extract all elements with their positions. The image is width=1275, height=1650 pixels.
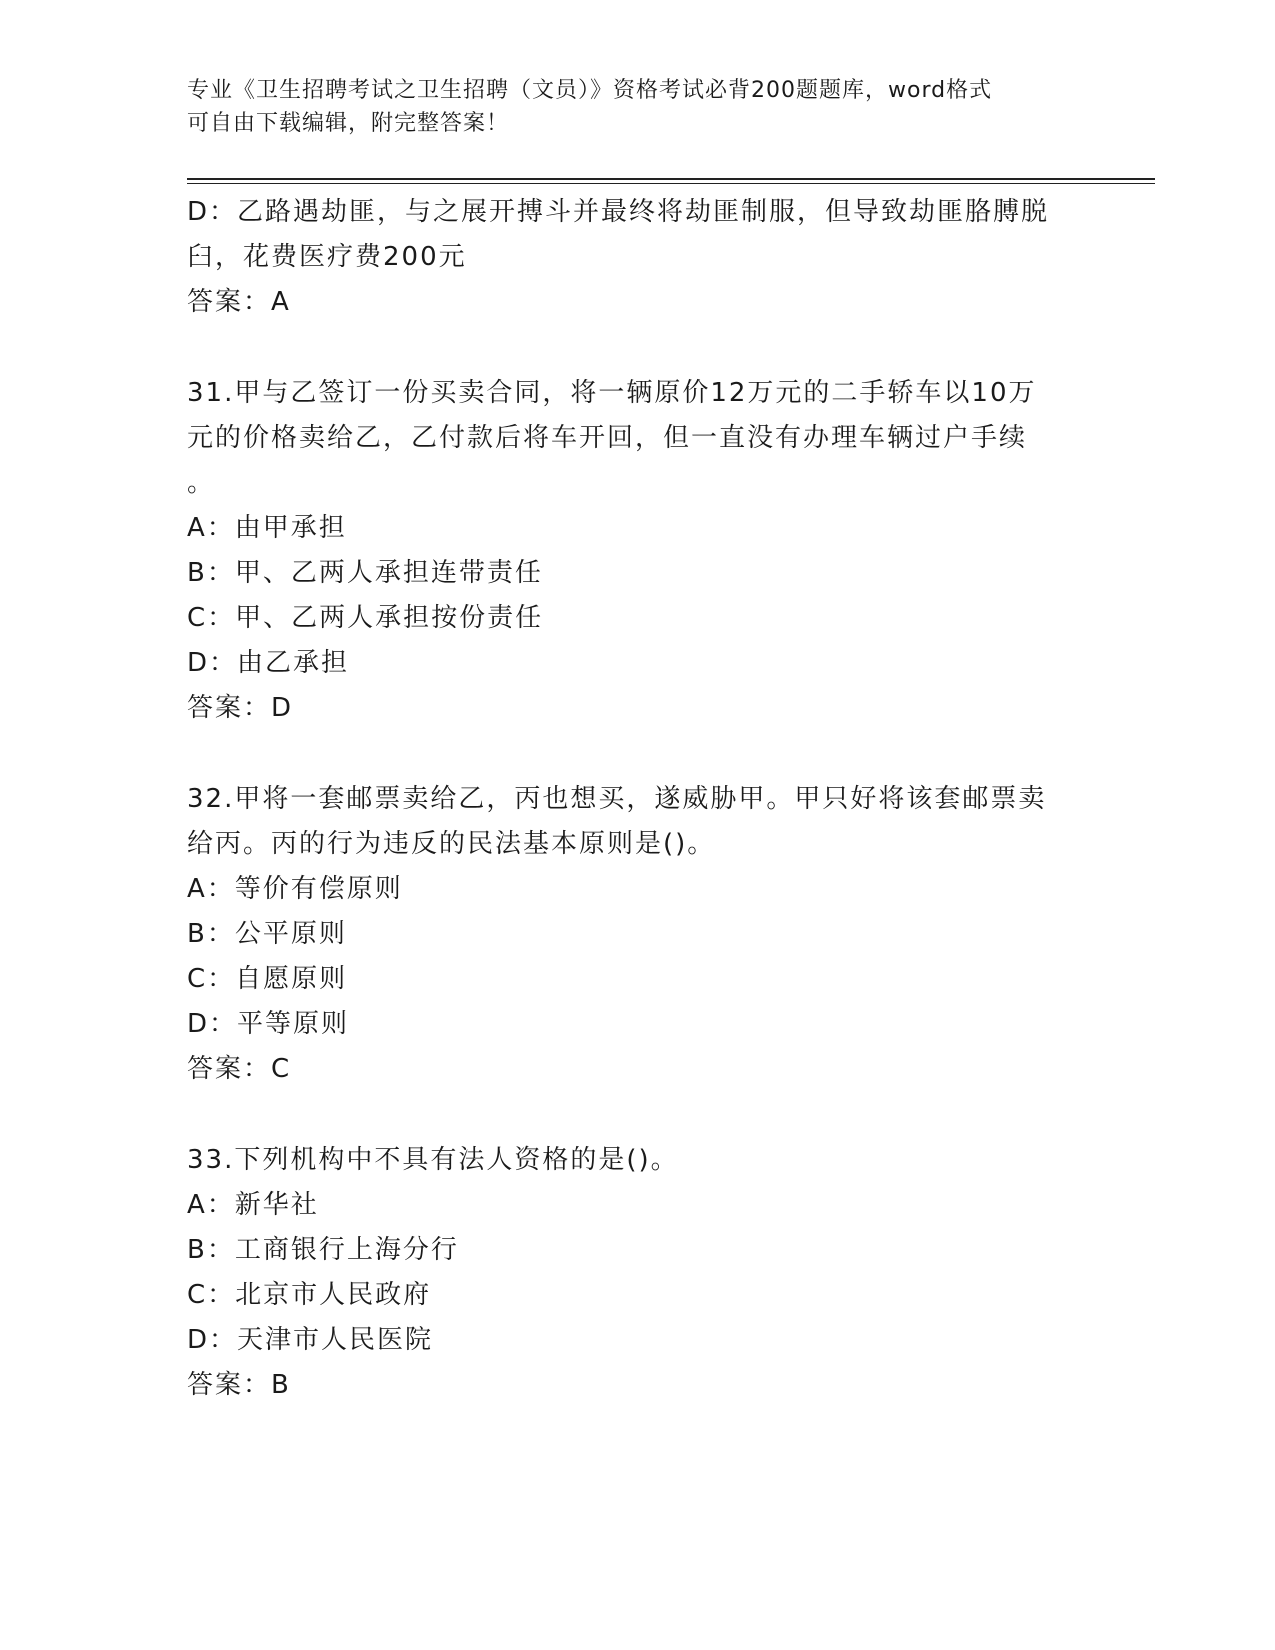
option-d: D：天津市人民医院: [187, 1325, 434, 1355]
question-stem-line-2: 给丙。丙的行为违反的民法基本原则是()。: [187, 829, 716, 859]
option-c: C：北京市人民政府: [187, 1280, 432, 1310]
option-c: C：甲、乙两人承担按份责任: [187, 603, 544, 633]
header-line-1: 专业《卫生招聘考试之卫生招聘（文员）》资格考试必背200题题库，word格式: [187, 78, 993, 103]
question-33: [187, 1138, 1077, 1408]
option-b: B：工商银行上海分行: [187, 1235, 459, 1265]
header-divider-thick: [187, 178, 1155, 180]
option-d-line-2: 臼，花费医疗费200元: [187, 242, 467, 272]
answer-text: 答案：C: [187, 1054, 292, 1084]
question-30-tail: [187, 190, 1077, 325]
answer-text: 答案：D: [187, 693, 294, 723]
question-stem-line-1: 32.甲将一套邮票卖给乙，丙也想买，遂威胁甲。甲只好将该套邮票卖: [187, 784, 1047, 814]
header-line-2: 可自由下载编辑，附完整答案！: [187, 111, 510, 136]
question-32: [187, 777, 1077, 1092]
option-d: D：平等原则: [187, 1009, 350, 1039]
document-body: [187, 190, 1077, 1408]
option-d: D：由乙承担: [187, 648, 350, 678]
option-a: A：由甲承担: [187, 513, 347, 543]
question-stem-line-3: 。: [187, 468, 216, 498]
option-d-line-1: D：乙路遇劫匪，与之展开搏斗并最终将劫匪制服，但导致劫匪胳膊脱: [187, 197, 1050, 227]
question-stem-line-2: 元的价格卖给乙，乙付款后将车开回，但一直没有办理车辆过户手续: [187, 423, 1028, 453]
option-c: C：自愿原则: [187, 964, 348, 994]
option-b: B：公平原则: [187, 919, 347, 949]
option-b: B：甲、乙两人承担连带责任: [187, 558, 543, 588]
question-stem-line-1: 31.甲与乙签订一份买卖合同，将一辆原价12万元的二手轿车以10万: [187, 378, 1037, 408]
question-stem-line-1: 33.下列机构中不具有法人资格的是()。: [187, 1145, 679, 1175]
option-a: A：等价有偿原则: [187, 874, 403, 904]
page-header: [187, 74, 1067, 140]
answer-text: 答案：B: [187, 1370, 291, 1400]
answer-text: 答案：A: [187, 287, 291, 317]
question-31: [187, 371, 1077, 731]
option-a: A：新华社: [187, 1190, 319, 1220]
header-divider-thin: [187, 183, 1155, 184]
